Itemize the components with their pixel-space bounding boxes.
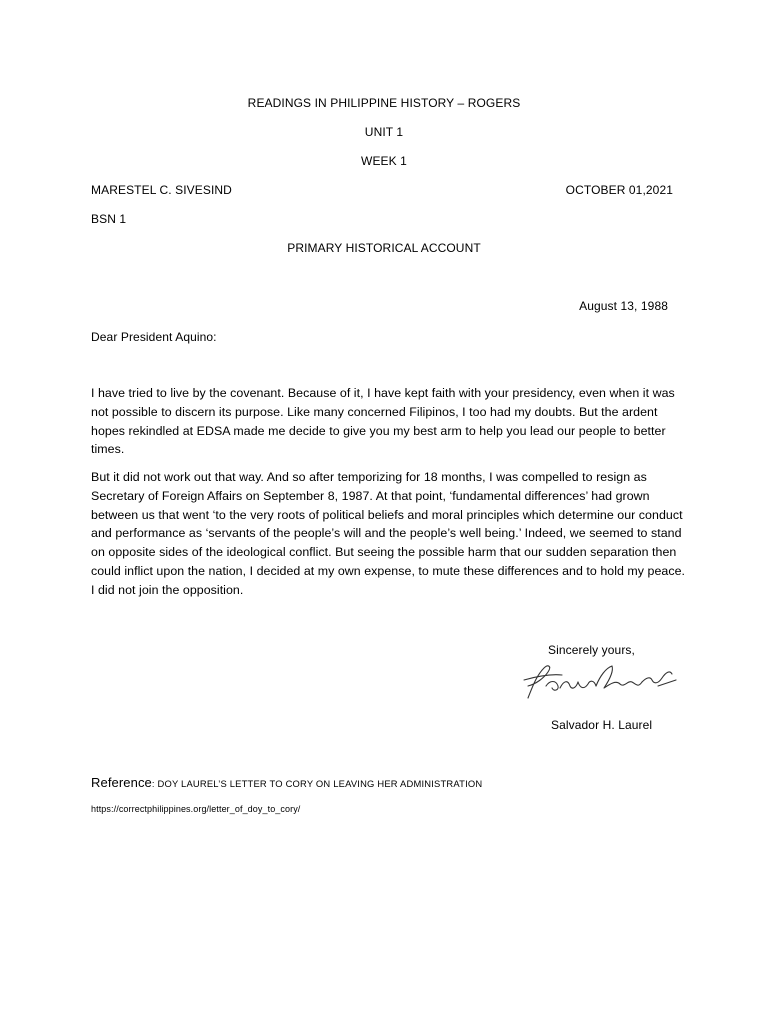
- reference-title: DOY LAUREL’S LETTER TO CORY ON LEAVING HER ADMINISTRATION: [157, 778, 483, 789]
- course-title: READINGS IN PHILIPPINE HISTORY – ROGERS: [247, 96, 521, 110]
- submission-date: OCTOBER 01,2021: [565, 183, 673, 197]
- student-name: MARESTEL C. SIVESIND: [91, 183, 232, 197]
- letter-paragraph: But it did not work out that way. And so after temporizing for 18 months, I was compelled to resign as Secretary of Foreign Affairs on September 8, 1987. At that point, ‘fundamental differences’ had grown between us that went ‘to the very roots of political beliefs and moral principles which determine our conduct and performance as ‘servants of the people’s will and the people’s well being.’ Indeed, we seemed to stand on opposite sides of the ideological conflict. But seeing the possible harm that our sudden separation then could inflict upon the nation, I decided at my own expense, to mute these differences and to hold my peace. I did not join the opposition.: [91, 470, 686, 597]
- closing: Sincerely yours,: [548, 643, 635, 657]
- letter-date: August 13, 1988: [579, 299, 668, 313]
- week-label: WEEK 1: [361, 154, 407, 168]
- program-label: BSN 1: [91, 212, 127, 226]
- reference-line: [91, 775, 482, 790]
- reference-url: https://correctphilippines.org/letter_of_doy_to_cory/: [91, 804, 301, 814]
- letter-paragraph: I have tried to live by the covenant. Because of it, I have kept faith with your presidency, even when it was not possible to discern its purpose. Like many concerned Filipinos, I too had my doubts. But the ardent hopes rekindled at EDSA made me decide to give you my best arm to help you lead our people to better times.: [91, 386, 675, 457]
- reference-label: Reference: [91, 775, 152, 790]
- unit-label: UNIT 1: [364, 125, 404, 139]
- reference-separator: :: [151, 778, 158, 789]
- salutation: Dear President Aquino:: [91, 330, 217, 344]
- signature-image: [518, 658, 678, 704]
- signatory-name: Salvador H. Laurel: [551, 718, 653, 732]
- section-title: PRIMARY HISTORICAL ACCOUNT: [287, 241, 481, 255]
